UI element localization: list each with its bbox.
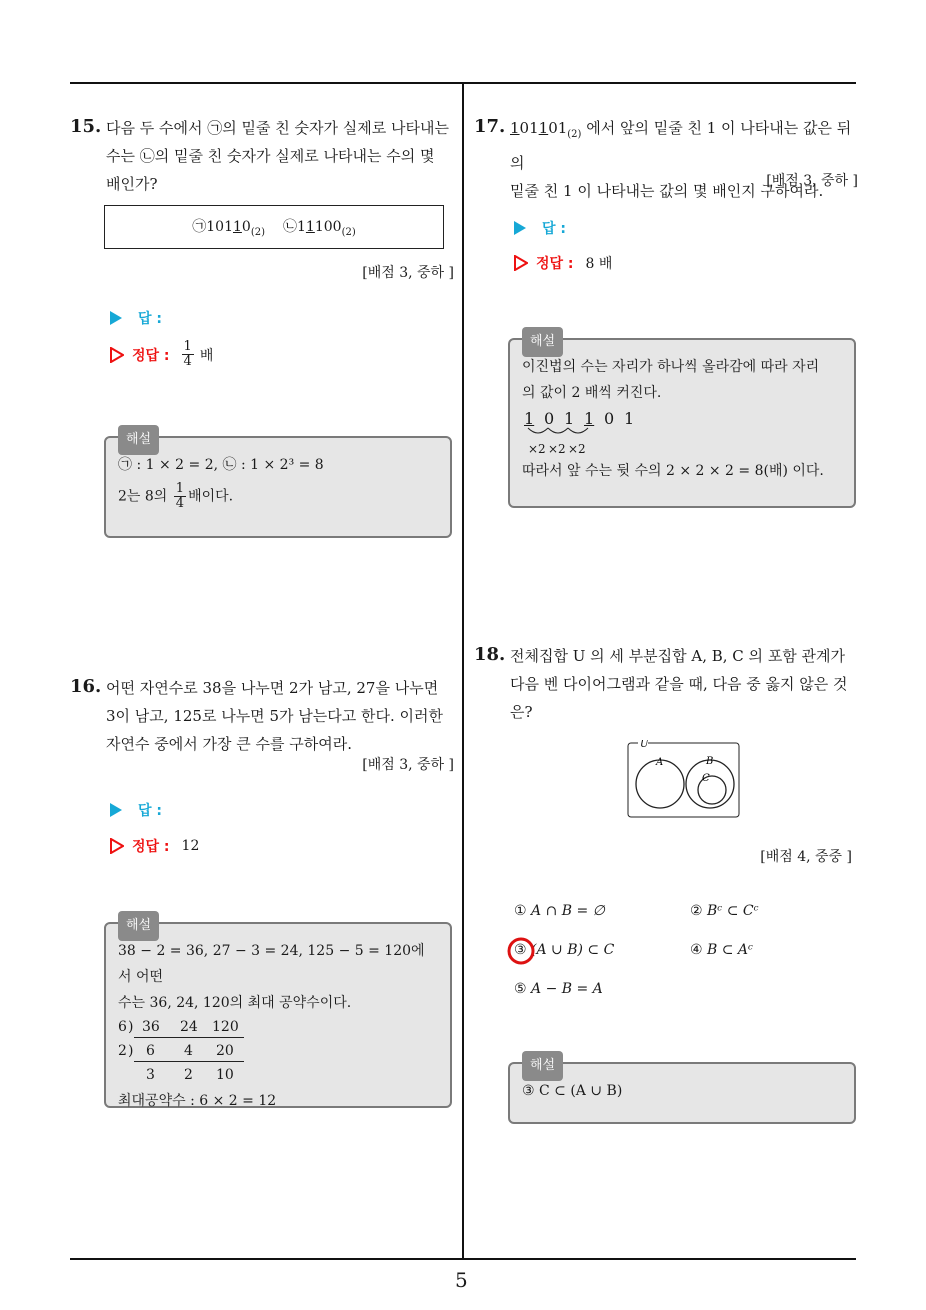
svg-text:A: A: [656, 757, 664, 768]
outline-play-icon: [514, 255, 528, 271]
q17-digit-diagram: 1 0 1 1 0 1 ×2 ×2 ×2: [524, 409, 635, 456]
q16-score: [배점 3, 중하 ]: [362, 757, 454, 773]
q18-option-3[interactable]: ③ (A ∪ B) ⊂ C: [514, 942, 615, 958]
venn-diagram: [626, 740, 742, 820]
q17-answer-row: [514, 218, 566, 238]
svg-text:C: C: [702, 773, 710, 784]
q18-explanation-box: [508, 1058, 856, 1124]
page-number: 5: [455, 1268, 468, 1292]
q16-line2: 3이 남고, 125로 나누면 5가 남는다고 한다. 이러한: [106, 707, 443, 725]
q16-answer-label: 답 :: [138, 803, 162, 819]
column-divider: [462, 83, 464, 1259]
q15-text: [106, 114, 456, 198]
q15-exp-line1: ㉠ : 1 × 2 = 2, ㉡ : 1 × 2³ = 8: [118, 457, 324, 473]
q15-correct-fraction: $\frac{1}{4}$: [183, 339, 192, 369]
q18-option-4[interactable]: ④ B ⊂ Aᶜ: [690, 942, 753, 958]
q17-score: [배점 3, 중하 ]: [766, 173, 858, 189]
q17-line1: $101101_{(2)}$ 에서 앞의 밑줄 친 1 이 나타내는 값은 뒤의: [510, 119, 852, 172]
q15-explanation-tab: 해설: [118, 425, 159, 455]
q18-score: [배점 4, 중중 ]: [760, 849, 852, 865]
svg-text:B: B: [706, 756, 714, 767]
q17-text: [510, 114, 860, 205]
q17-exp-line1: 이진법의 수는 자리가 하나씩 올라감에 따라 자리: [522, 359, 820, 375]
q15-correct-label: 정답 :: [132, 347, 170, 364]
q17-explanation-box: [508, 334, 856, 508]
q16-exp-line-last: 최대공약수 : 6 × 2 = 12: [118, 1093, 277, 1109]
q15-exp-line2: 2는 8의 $\frac{1}{4}$ 배이다.: [118, 481, 234, 511]
q16-exp-line2: 수는 36, 24, 120의 최대 공약수이다.: [118, 995, 352, 1011]
q16-correct-label: 정답 :: [132, 839, 170, 855]
division-line: [134, 1037, 244, 1038]
division-line: [134, 1061, 244, 1062]
q15-line1: 다음 두 수에서 ㉠의 밑줄 친 숫자가 실제로 나타내는: [106, 119, 449, 137]
bottom-rule: [70, 1258, 856, 1260]
q17-correct-row: [514, 253, 612, 273]
q18-line3: 은?: [510, 703, 533, 721]
q15-correct-row: [110, 340, 213, 369]
q17-line2: 밑줄 친 1 이 나타내는 값의 몇 배인지 구하여라.: [510, 182, 824, 200]
q15-score: [배점 3, 중하 ]: [362, 265, 454, 281]
outline-play-icon: [110, 347, 124, 363]
q16-explanation-tab: 해설: [118, 911, 159, 941]
play-icon: [514, 221, 526, 235]
q17-exp-line-last: 따라서 앞 수는 뒷 수의 2 × 2 × 2 = 8(배) 이다.: [522, 463, 824, 479]
q18-line1: 전체집합 U 의 세 부분집합 A, B, C 의 포함 관계가: [510, 647, 846, 665]
q16-correct-value: 12: [181, 838, 200, 854]
selected-answer-circle: [506, 936, 536, 966]
q15-exp-fraction: $\frac{1}{4}$: [175, 481, 185, 511]
q17-correct-value: 8 배: [585, 256, 613, 272]
q15-explanation-box: [104, 432, 452, 538]
q15-correct-unit: 배: [199, 347, 214, 364]
play-icon: [110, 803, 122, 817]
q18-number: 18.: [474, 644, 506, 665]
q18-line2: 다음 벤 다이어그램과 같을 때, 다음 중 옳지 않은 것: [510, 675, 848, 693]
q16-line3: 자연수 중에서 가장 큰 수를 구하여라.: [106, 735, 352, 753]
outline-play-icon: [110, 838, 124, 854]
q18-exp-line1: ③ C ⊂ (A ∪ B): [522, 1083, 623, 1099]
q18-text: [510, 642, 860, 726]
q15-line3: 배인가?: [106, 175, 158, 193]
q18-option-2[interactable]: ② Bᶜ ⊂ Cᶜ: [690, 903, 759, 919]
q15-line2: 수는 ㉡의 밑줄 친 숫자가 실제로 나타내는 수의 몇: [106, 147, 435, 165]
q15-number: 15.: [70, 116, 102, 137]
q17-number: 17.: [474, 116, 506, 137]
q17-exp-line2: 의 값이 2 배씩 커진다.: [522, 385, 662, 401]
q15-answer-row: [110, 308, 162, 328]
q18-explanation-tab: 해설: [522, 1051, 563, 1081]
q15-answer-label: 답 :: [138, 311, 162, 327]
q18-option-1[interactable]: ① A ∩ B = ∅: [514, 903, 605, 919]
q15-number-a: $㉠10110_{(2)}$: [192, 219, 265, 238]
q16-division-table: 6 ) 36 24 120 2 ) 6 4 20 3 2 10: [118, 1016, 438, 1088]
q15-number-b: $㉡11100_{(2)}$: [283, 219, 356, 238]
q18-option-5[interactable]: ⑤ A − B = A: [514, 981, 603, 997]
q15-number-box: [104, 205, 444, 249]
q17-explanation-tab: 해설: [522, 327, 563, 357]
q16-correct-row: [110, 836, 199, 856]
q16-number: 16.: [70, 676, 102, 697]
svg-text:U: U: [640, 740, 649, 750]
play-icon: [110, 311, 122, 325]
q16-line1: 어떤 자연수로 38을 나누면 2가 남고, 27을 나누면: [106, 679, 439, 697]
q16-answer-row: [110, 800, 162, 820]
q16-text: [106, 674, 456, 758]
q16-explanation-box: [104, 918, 452, 1109]
q16-exp-line1: 38 − 2 = 36, 27 − 3 = 24, 125 − 5 = 120에서 어떤: [118, 943, 425, 985]
q17-answer-label: 답 :: [542, 221, 566, 237]
q17-correct-label: 정답 :: [536, 256, 574, 272]
